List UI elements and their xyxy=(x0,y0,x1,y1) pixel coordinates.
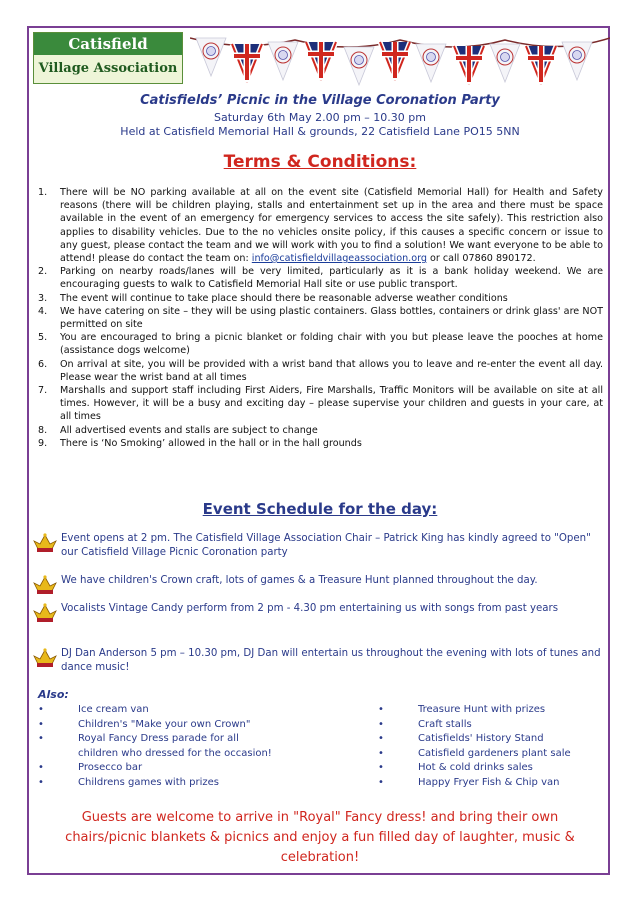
term-text: The event will continue to take place should there be reasonable adverse weather conditions xyxy=(60,292,508,304)
closing-line: celebration! xyxy=(280,850,360,865)
bullet: • xyxy=(38,733,44,745)
schedule-item xyxy=(32,574,607,596)
schedule-text: We have children's Crown craft, lots of games & a Treasure Hunt planned throughout the day. xyxy=(61,575,538,586)
terms-heading: Terms & Conditions: xyxy=(223,152,417,172)
closing-line: Guests are welcome to arrive in "Royal" Fancy dress! and bring their own xyxy=(81,810,559,825)
term-text: On arrival at site, you will be provided with a wrist band that allows you to leave and re-enter the event all day. Please wear the wrist band at all times xyxy=(60,358,603,383)
term-text: We have catering on site – they will be using plastic containers. Glass bottles, containers or drink glass' are NOT permitted on site xyxy=(60,305,603,331)
list-item xyxy=(378,761,603,776)
bullet: • xyxy=(38,762,44,774)
also-list-left xyxy=(38,703,338,791)
crown-icon xyxy=(32,532,58,554)
crown-icon xyxy=(32,574,58,596)
term-number: 3. xyxy=(38,292,48,304)
term-text-part: There will be NO parking available at all on the event site (Catisfield Memorial Hall) for Health and Safety reasons (there will be children playing, stalls and entertainment set up in the area and there must be space available in the event of an emergency for emergency services to access the site safely). This restriction also applies to disability vehicles. Due to the no vehicles onsite policy, if this causes a specific concern or issue to any guest, please contact the team and we will work with you to find a solution! We want everyone to be able to attend! please do contact the team on: xyxy=(60,187,603,265)
terms-list xyxy=(38,186,603,450)
term-item xyxy=(38,384,603,424)
bullet: • xyxy=(38,718,44,730)
logo-line-1: Catisfield xyxy=(34,33,182,55)
crown-icon xyxy=(32,647,58,669)
event-date: Saturday 6th May 2.00 pm – 10.30 pm xyxy=(214,111,426,124)
term-item xyxy=(38,305,603,331)
bullet: • xyxy=(378,733,384,745)
list-item xyxy=(38,761,338,776)
list-item-text-line: children who dressed for the occasion! xyxy=(78,747,272,759)
schedule-item xyxy=(32,647,607,675)
term-number: 8. xyxy=(38,424,48,436)
term-item xyxy=(38,437,603,450)
list-item xyxy=(378,776,603,791)
list-item xyxy=(378,703,603,718)
closing-line: chairs/picnic blankets & picnics and enjoy a fun filled day of laughter, music & xyxy=(65,830,575,845)
crown-icon xyxy=(32,602,58,624)
list-item xyxy=(38,703,338,718)
village-association-logo xyxy=(33,32,183,84)
term-number: 1. xyxy=(38,187,48,198)
list-item-text: Catisfields' History Stand xyxy=(418,733,544,745)
list-item xyxy=(38,776,338,791)
list-item xyxy=(38,718,338,733)
schedule-text: DJ Dan Anderson 5 pm – 10.30 pm, DJ Dan will entertain us throughout the evening with lots of tunes and dance music! xyxy=(61,648,601,673)
term-number: 5. xyxy=(38,332,48,344)
schedule-text: Event opens at 2 pm. The Catisfield Village Association Chair – Patrick King has kindly agreed to "Open" our Catisfield Village Picnic Coronation party xyxy=(61,533,591,558)
bullet: • xyxy=(378,747,384,759)
schedule-item xyxy=(32,602,607,624)
closing-message xyxy=(40,808,600,868)
term-text: You are encouraged to bring a picnic blanket or folding chair with you but please leave the pooches at home (assistance dogs welcome) xyxy=(60,332,603,357)
schedule-heading: Event Schedule for the day: xyxy=(202,500,438,518)
list-item-text: Happy Fryer Fish & Chip van xyxy=(418,776,560,788)
list-item-text: Treasure Hunt with prizes xyxy=(418,704,546,715)
list-item-text: Craft stalls xyxy=(418,718,472,730)
bullet: • xyxy=(38,704,44,715)
list-item xyxy=(378,718,603,733)
term-number: 4. xyxy=(38,305,48,317)
list-item-text: Prosecco bar xyxy=(78,762,143,774)
bullet: • xyxy=(38,776,44,788)
term-number: 6. xyxy=(38,358,48,370)
term-number: 7. xyxy=(38,385,48,397)
term-item xyxy=(38,292,603,305)
bullet: • xyxy=(378,718,384,730)
contact-email-link[interactable]: info@catisfieldvillageassociation.org xyxy=(251,253,427,265)
term-number: 2. xyxy=(38,266,48,278)
also-list-right xyxy=(378,703,603,791)
list-item-text: Catisfield gardeners plant sale xyxy=(418,747,571,759)
event-title: Catisfields’ Picnic in the Village Coronation Party xyxy=(140,93,500,108)
term-item xyxy=(38,424,603,437)
list-item-text: Hot & cold drinks sales xyxy=(418,762,533,774)
list-item-text: Childrens games with prizes xyxy=(78,776,219,788)
list-item-text: Ice cream van xyxy=(78,704,149,715)
list-item-text-line: Royal Fancy Dress parade for all xyxy=(78,733,239,745)
list-item xyxy=(378,747,603,762)
logo-line-2: Village Association xyxy=(34,55,182,83)
schedule-item xyxy=(32,532,607,560)
term-item xyxy=(38,331,603,357)
bullet: • xyxy=(378,776,384,788)
term-item xyxy=(38,265,603,291)
term-item xyxy=(38,358,603,384)
term-text xyxy=(60,186,603,265)
term-text: There is ‘No Smoking’ allowed in the hall or in the hall grounds xyxy=(60,437,362,449)
term-item xyxy=(38,186,603,265)
schedule-text: Vocalists Vintage Candy perform from 2 pm - 4.30 pm entertaining us with songs from past years xyxy=(61,603,559,614)
list-item-text: Children's "Make your own Crown" xyxy=(78,718,251,730)
event-venue: Held at Catisfield Memorial Hall & grounds, 22 Catisfield Lane PO15 5NN xyxy=(120,125,520,138)
term-text: Parking on nearby roads/lanes will be very limited, particularly as it is a bank holiday weekend. We are encouraging guests to walk to Catisfield Memorial Hall site or use public transport. xyxy=(60,266,603,291)
list-item-text xyxy=(78,732,272,761)
bullet: • xyxy=(378,762,384,774)
union-jack-bunting xyxy=(190,32,610,94)
also-heading: Also: xyxy=(38,688,69,701)
list-item xyxy=(378,732,603,747)
list-item xyxy=(38,732,338,761)
term-text: Marshalls and support staff including First Aiders, Fire Marshalls, Traffic Monitors will be available on site at all times. However, it will be a busy and exciting day – please supervise your children and guests in your care, at all times xyxy=(60,385,603,423)
term-number: 9. xyxy=(38,437,48,449)
term-text: All advertised events and stalls are subject to change xyxy=(60,424,318,436)
bullet: • xyxy=(378,704,384,715)
term-text-part: or call 07860 890172. xyxy=(426,253,536,265)
